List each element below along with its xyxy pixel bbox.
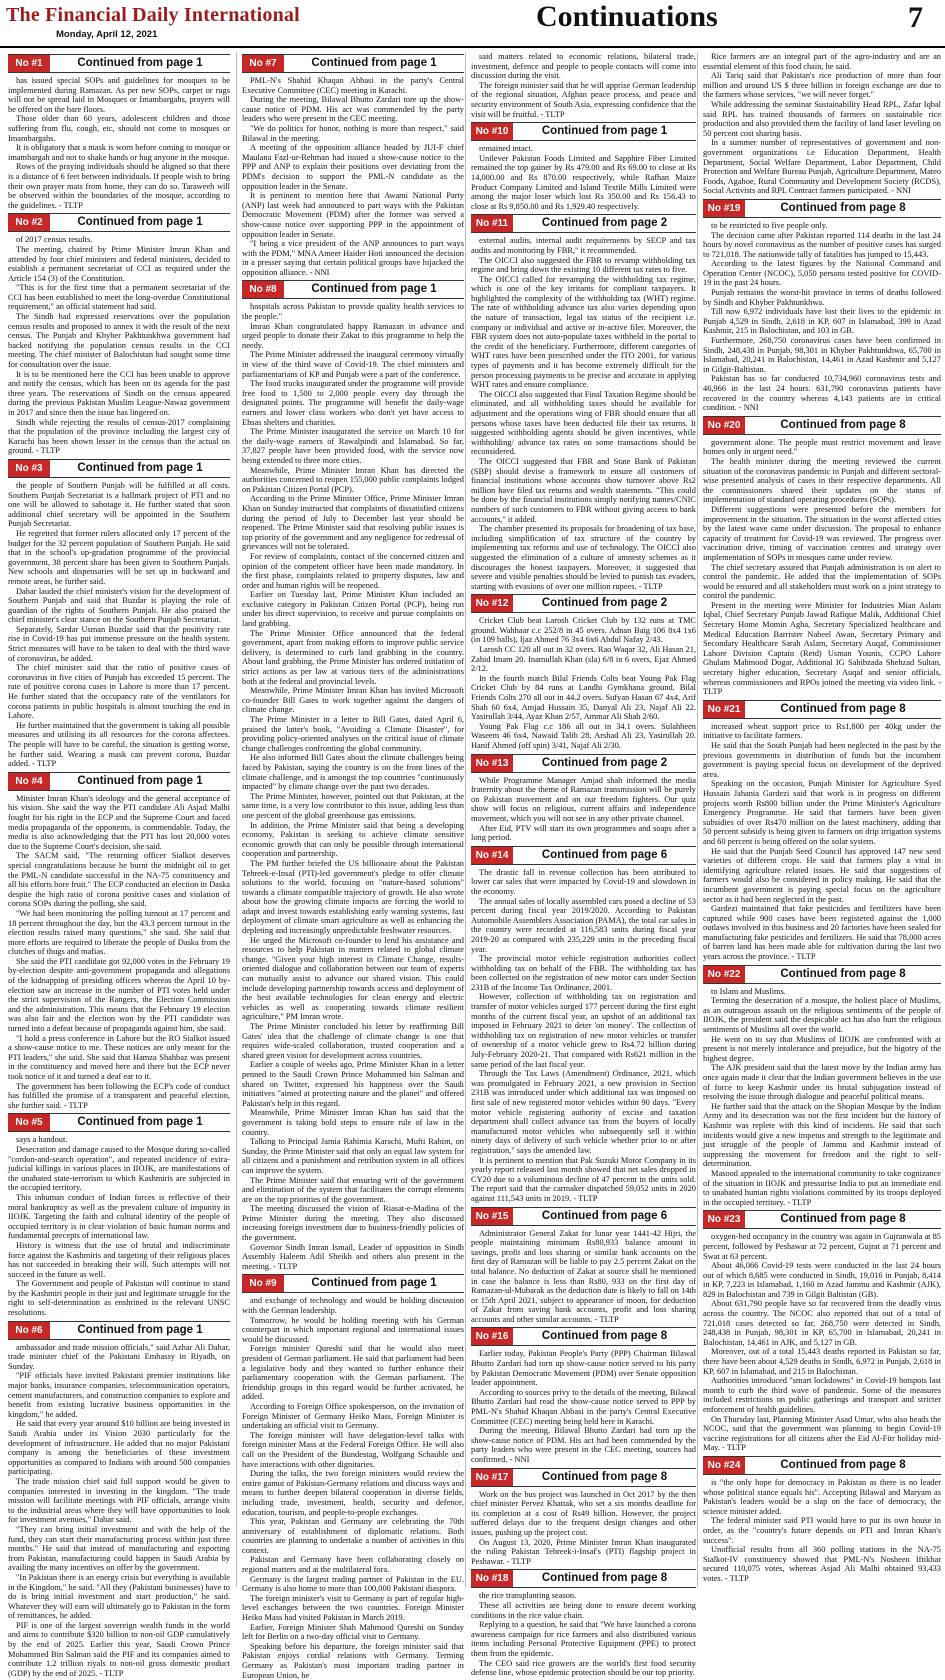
paragraph: Meanwhile, Prime Minister Imran Khan has invited Microsoft co-founder Bill Gates to work together against the dangers of climate change.: [242, 686, 464, 715]
paragraph: Foreign minister Qureshi said that he would also meet president of German parliament. He said that parliament had been a legislative body and they wanted to further enhance their parliamentary cooperation with the German parliament. The friendship groups in this regard would be further activated, he added.: [242, 1344, 464, 1402]
paragraph: History is witness that the use of brutal and indiscriminate force against the Kashmiris and targeting of their religious places has not succeeded in breaking their will. Such attempts will not succeed in the future as well.: [8, 1240, 230, 1279]
story-header: [8, 459, 230, 478]
story-body: [471, 52, 696, 119]
story: [471, 1327, 696, 1464]
paragraph: He regretted that former rulers allocated only 17 percent of the budget for the 32 percent population of Southern Punjab. He said that in the school's up-gradation programme of the provincial government, 38 percent share has been given to Southern Punjab. New schools and dispensaries will be set up in backward and remote areas, he further said.: [8, 528, 230, 586]
story: [8, 54, 230, 210]
paragraph: Tomorrow, he would be holding meeting with his German counterpart in which important regional and international issues would be discussed.: [242, 1315, 464, 1344]
paragraph: It is pertinent to mention that Pak Suzuki Motor Company in its yearly report released last month showed that net sales dropped in CY20 due to a voluminous decline of 47 percent in the units sold. The report said that the carmaker dispatched 59,052 units in 2020 against 111,543 units in 2019. - TLTP: [471, 1155, 696, 1203]
paragraph: He urged the Microsoft co-founder to lend his assistance and resources to help Pakistan in matters related to global climate change. "Given your high interest in Climate Change, results-oriented dialogue and collaboration between our team of experts can mutually assist to advance our shared vision. This could include developing partnership towards access and deployment of the best available technologies for clean energy and electric vehicles as well as cooperating towards climate resilient agriculture," PM Imran wrote.: [242, 935, 464, 1022]
story-number-badge: No #10: [471, 123, 513, 140]
story-header: [8, 54, 230, 73]
story-header: [242, 54, 464, 73]
paragraph: Terming the desecration of a mosque, the holiest place of Muslims, as an outrageous assault on the religious sentiments of the people of IIOJK, the president said the despicable act has also hurt the religious sentiments of Muslims all over the world.: [703, 996, 941, 1035]
story-continuation-title: Continued from page 1: [311, 57, 437, 69]
paragraph: On August 13, 2020, Prime Minister Imran Khan inaugurated the ruling Pakistan Tehreek-i-Insaf's (PTI) flagship project in Peshawar. - TLTP: [471, 1537, 696, 1566]
story-number-badge: No #20: [703, 417, 745, 434]
story-header: [471, 594, 696, 613]
paragraph: Pakistan and Germany have been collaborating closely on regional matters and at the multilateral fora.: [242, 1555, 464, 1575]
story-number-badge: No #12: [471, 595, 513, 612]
paragraph: Speaking on the occasion, Punjab Minister for Agriculture Syed Hussain Jahania Gardezi said that work is in progress on different projects worth Rs800 billion under the Prime Minister's Agriculture Emergency Programme. He said that farmers have been given subsidies of over Rs470 million on the latest machinery, adding that 50 percent subsidy is being given to farmers on drip irrigation systems and 60 percent is being offered on the solar system.: [703, 779, 941, 846]
paragraph: According to the latest figures by the National Command and Operation Center (NCOC), 5,050 persons tested positive for COVID-19 in the past 24 hours.: [703, 259, 941, 288]
story-number-badge: No #4: [8, 773, 50, 790]
paragraph: The OICCI called for revamping the withholding tax regime, which is one of the key irritants for compliant taxpayers. It highlighted the complexity of the withholding tax (WHT) regime. The rate of withholding advance tax also varies depending upon the nature of transaction, legal tax status of the recipient i.e. company or individual and active or in-active filer. Moreover, the FBR system does not auto-populate taxes withheld in the portal to the credit of the beneficiary. Furthermore, different categories of WHT rates have been prescribed under the ITO 2001, for various types of payments and it has become extremely difficult for the person processing payments to be precise and accurate in applying WHT rates and ensure compliance.: [471, 274, 696, 390]
paragraph: The foreign minister will have delegation-level talks with foreign minister Mass at the Federal Foreign Office. He will also call on the President of the Bundestag, Wolfgang Schauble and have interactions with other dignitaries.: [242, 1430, 464, 1469]
paragraph: Earlier today, Pakistan People's Party (PPP) Chairman Bilawal Bhutto Zardari had torn up show-cause notice served to his party by Pakistan Democratic Movement (PDM) over Senate opposition leader appointment.: [471, 1349, 696, 1388]
paragraph: The AJK president said that the latest move by the Indian army has once again made it clear that the Indian government believes in the use of force to keep Kashmir under its brutal subjugation instead of resolving the issue through dialogue and peaceful political means.: [703, 1063, 941, 1102]
story-body: [703, 221, 941, 413]
paragraph: "We do politics for honor, nothing is more than respect," said Bilawal in the meeting.: [242, 123, 464, 143]
paragraph: The Prime Minister in a letter to Bill Gates, dated April 6, praised the latter's book, "Avoiding a Climate Disaster", for providing policy-oriented analyses on the critical issue of climate change challenges confronting the global community.: [242, 715, 464, 753]
paragraph: The federal minister said PTI would have to put its own house in order, as the "country's future depends on PTI and Imran Khan's success".: [703, 1516, 941, 1545]
story-continuation-title: Continued from page 8: [780, 201, 906, 214]
paragraph: hospitals across Pakistan to provide quality health services to the people.": [242, 302, 464, 322]
story-continuation-title: Continued from page 1: [77, 1116, 203, 1129]
paragraph: The SACM said, "The returning officer Sialkot deserves special congratulations because he burnt the midnight oil to get the PML-N candidate successful in the NA-75 constituency and all his efforts bore fruit." The ECP conducted an election in Daska despite the high ratio of corona positive cases and violation of corona SOPs during the polling, she said.: [8, 851, 230, 909]
story: [471, 754, 696, 843]
paragraph: For review of complaints, contact of the concerned citizen and opinion of the competent officer have been made mandatory. In the first phase, complaints related to property disputes, law and order and human rights will be reopened.: [242, 551, 464, 590]
paragraph: On Thursday last, Planning Minister Asad Umar, who also heads the NCOC, said that the government was planning to begin Covid-19 vaccine registrations for all citizens after the Eid Al-Fitr holiday mid-May. - TLTP: [703, 1414, 941, 1453]
paragraph: says a handout.: [16, 1135, 68, 1145]
story: [471, 1207, 696, 1325]
story: [703, 1210, 941, 1453]
story: [471, 52, 696, 119]
paragraph: Rows of the praying individuals should be aligned so that there is a distance of 6 feet between individuals. If people wish to bring their own prayer mats from home, they can do so. Taraweeh will be observed within the boundaries of the mosque, according to the guidelines. - TLTP: [8, 162, 230, 210]
paragraph: and exchange of technology and would be holding discussion with the German leadership.: [242, 1296, 464, 1316]
story: [242, 1274, 464, 1680]
story: [703, 965, 941, 1208]
story-body: [703, 1232, 941, 1453]
paragraph: Unofficial results from all 360 polling stations in the NA-75 Sialkot-IV constituency showed that PML-N's Nosheen Iftikhar secured 110,075 votes, whereas Asjad Ali Malhi obtained 93,433 votes. - TLTP: [703, 1545, 941, 1583]
paragraph: "In Pakistan there is an energy crisis but everything is available in the Kingdom," he said. "All they (Pakistani businesses) have to do is bring initial investment and start production," he said. Whatever they will earn will ultimately go to Pakistan in the form of remittances, he added.: [8, 1572, 230, 1621]
paragraph: The chief minister said that the ratio of positive cases of coronavirus in five cities of Punjab has exceeded 15 percent. The rate of positive corona cases in Lahore is more than 17 percent. He further stated that the occupancy rate of the ventilators for corona patients in public hospitals is almost touching the end in Lahore.: [8, 663, 230, 721]
story-number-badge: No #18: [471, 1570, 513, 1587]
story-header: [703, 1210, 941, 1229]
paragraph: During the meeting, Bilawal Bhutto Zardari had torn up the show-cause notice of PDM. His act had been commended by the party leaders who were present in the CEC meeting, sources had confirmed. - NNI: [471, 1426, 696, 1464]
story-body: [471, 1229, 696, 1325]
story-header: [471, 214, 696, 233]
story-body: [471, 868, 696, 1204]
column-3: [465, 52, 696, 1678]
story: [8, 1113, 230, 1317]
story-number-badge: No #2: [8, 214, 50, 231]
paragraph: Sindh while rejecting the results of census-2017 complaining that the population of the province including the largest city of Karachi has been shown lesser in the census than the actual on ground. - TLTP: [8, 417, 230, 456]
paragraph: While addressing the seminar Sustainability Head RPL, Zafar Iqbal said RPL has trained thousands of farmers on sustainable rice production and also provided them the facility of land laser leveling on 50 percent cost sharing basis.: [703, 99, 941, 138]
paragraph: Earlier a couple of weeks ago, Prime Minister Khan in a letter penned to the Saudi Crown Prince Mohammed bin Salman and shared on Twitter, expressed his happiness over the Saudi initiatives "aimed at protecting nature and the planet" and offered Pakistan's help in this regard.: [242, 1060, 464, 1108]
paragraph: The decision came after Pakistan reported 114 deaths in the last 24 hours by novel coronavirus as the number of positive cases has surged to 721,018. The nationwide tally of fatalities has jumped to 15,443.: [703, 230, 941, 259]
story-number-badge: No #14: [471, 847, 513, 864]
story-header: [471, 1327, 696, 1346]
paragraph: The Prime Minister inaugurated the service on March 10 for the daily-wage earners of Rawalpindi and Islamabad. So far, 37,827 people have been provided food, with the service now being extended to three more cities.: [242, 427, 464, 465]
story-continuation-title: Continued from page 2: [541, 217, 668, 230]
story: [703, 1456, 941, 1584]
story-number-badge: No #22: [703, 966, 745, 983]
story-number-badge: No #23: [703, 1211, 745, 1228]
story-continuation-title: Continued from page 8: [780, 418, 906, 431]
paragraph: oxygen-bed occupancy in the country was again in Gujranwala at 85 percent, followed by Peshawar at 72 percent, Gujrat at 71 percent and Swat at 63 percent.: [703, 1232, 941, 1261]
newspaper-title: The Financial Daily International: [6, 4, 300, 26]
paragraph: PIF is one of the largest sovereign wealth funds in the world and aims to contribute $320 billion to non-oil GDP cumulatively by the end of 2025. Earlier this year, Saudi Crown Prince Mohammed Bin Salman said the PIF and its companies aimed to contribute 1.2 trillion riyals to non-oil gross domestic product (GDP) by the end of 2025. - TLTP: [8, 1620, 230, 1678]
story-continuation-title: Continued from page 1: [77, 461, 203, 474]
paragraph: The foreign minister's visit to Germany is part of regular high-level exchanges between the two countries. Foreign Minister Heiko Mass had visited Pakistan in March 2019.: [242, 1593, 464, 1623]
paragraph: Dahar lauded the chief minister's vision for the development of Southern Punjab and said that Buzdar is playing the role of guardian of the rights of Southern Punjab. He also praised the chief minister's clear stance on the Southern Punjab Secretariat.: [8, 586, 230, 625]
story-continuation-title: Continued from page 6: [541, 1209, 668, 1222]
story-continuation-title: Continued from page 1: [77, 57, 203, 69]
story-number-badge: No #13: [471, 755, 513, 772]
story: [8, 459, 230, 769]
story: [703, 416, 941, 697]
masthead: [0, 0, 945, 48]
column-2: [236, 52, 464, 1680]
paragraph: PML-N's Shahid Khaqan Abbasi in the party's Central Executive Committee (CEC) meeting in Karachi.: [242, 76, 464, 95]
story-body: [703, 1478, 941, 1584]
story-continuation-title: Continued from page 1: [77, 1323, 203, 1336]
paragraph: During the meeting, Bilawal Bhutto Zardari tore up the show-cause notice of PDM. His act was commended by the party leaders who were present in the CEC meeting.: [242, 95, 464, 124]
story-continuation-title: Continued from page 8: [780, 702, 906, 715]
paragraph: "This is for the first time that a permanent secretariat of the CCI has been established to meet the long-overdue Constitutional requirement," an official statement had said.: [8, 283, 230, 312]
paragraph: The PM further briefed the US billionaire about the Pakistan Tehreek-e-Insaf (PTI)-led government's pledge to offer climate solutions to the world, focusing on "nature-based solutions" towards a climate compatible trajectory of growth. He also wrote about how the growing climate impacts are forcing the world to adapt and invest towards establishing early warning systems, fast deployment of climate smart agriculture as well as enhancing the depleting and increasingly unpredictable freshwater resources.: [242, 858, 464, 936]
paragraph: He went on to say that Muslims of IIOJK are confronted with at present is not merely intolerance and prejudice, but the bigotry of the highest degree.: [703, 1034, 941, 1063]
paragraph: Separately, Sardar Usman Buzdar said that the positivity rate rise in Covid-19 has put immense pressure on the health system. Strict measures will have to be taken to deal with the third wave of coronavirus, he added.: [8, 624, 230, 663]
story-number-badge: No #1: [8, 55, 50, 72]
story-body: [242, 76, 464, 277]
paragraph: The meeting discussed the vision of Riasat-e-Madina of the Prime Minister during the meeting. They also discussed increasing foreign investment due to business-friendly policies of the government.: [242, 1204, 464, 1243]
paragraph: to be restricted to five people only.: [711, 220, 828, 230]
story-continuation-title: Continued from page 2: [541, 756, 668, 769]
story: [242, 54, 464, 277]
paragraph: "I being a vice president of the ANP announces to part ways with the PDM," MNA Ameer Haider Hoti announced the decision in a presser saying that certain political groups have hijacked the opposition alliance. - NNI: [242, 239, 464, 277]
paragraph: During the talks, the two foreign ministers would review the entire gamut of Pakistan-Germany relations and discuss ways and means to further deepen bilateral cooperation in diverse fields, including trade, investment, health, security and defence, education, tourism, and people-to-people exchanges.: [242, 1469, 464, 1517]
story-body: [242, 1296, 464, 1680]
story-continuation-title: Continued from page 2: [541, 597, 668, 610]
paragraph: According to Foreign Office spokesperson, on the invitation of Foreign Minister of Germany Heiko Mass, Foreign Minister is undertaking an official visit to Germany.: [242, 1401, 464, 1431]
paragraph: Gardezi maintained that fake pesticides and fertilizers have been captured while 900 cases have been registered against the 1,000 outlaws involved in this business and 20 factories have been sealed for manufacturing fake pesticides and fertilizers. He said that 78,000 acres of barren land has been made able for cultivation during the last two years across the province. - TLTP: [703, 904, 941, 962]
paragraph: The Prime Minister, however, pointed out that Pakistan, at the same time, is a very low contributor to this issue, adding less than one percent of the global greenhouse gas emissions.: [242, 791, 464, 820]
paragraph: These all activities are being done to ensure decent working conditions in the rice value chain.: [471, 1600, 696, 1620]
paragraph: Cricket Club beat Larosh Cricket Club by 132 runs at TMC ground. Wahhaar c.c 252/8 in 45 overs. Adnan Baig 106 8x4 1x6 (in 109 balls), Ijaz Ahmed 76 3x4 6x6 Abdul Nafay 2/43.: [471, 616, 696, 645]
story-continuation-title: Continued from page 8: [541, 1572, 668, 1585]
story-header: [471, 1569, 696, 1588]
paragraph: the rice transplanting season.: [479, 1591, 577, 1601]
paragraph: Masood appealed to the international community to take cognizance of the situation in IIOJK and pressurise India to put an immediate end to unabated human rights violations committed by its troops deployed in the occupied territory. - TLTP: [703, 1168, 941, 1207]
paragraph: The foreign minister said that he will apprise German leadership of the regional situation, Afghan peace process, and peace and security environment of South Asia, expressing confidence that the visit will be fruitful. - TLTP: [471, 80, 696, 119]
paragraph: He said that the South Punjab had been neglected in the past by the previous governments in distribution of funds but the incumbent government is paying special focus on development of the deprived area.: [703, 741, 941, 779]
paragraph: Larosh CC 120 all out in 32 overs. Rao Waqar 32, Ali Hasan 21, Zahid Imam 20. Inamullah Khan (sla) 6/8 in 6 overs, Ejaz Ahmed 2/12.: [471, 645, 696, 674]
story-continuation-title: Continued from page 1: [311, 283, 437, 296]
paragraph: According to the Prime Minister Office, Prime Minister Imran Khan on Sunday instructed that complaints of dissatisfied citizens during the period of July to December last year should be reopened. The Prime Minister said that resolving public issues is top priority of the government and any negligence for redressal of grievances will not be tolerated.: [242, 494, 464, 552]
story-continuation-title: Continued from page 8: [541, 1330, 668, 1343]
paragraph: He further said that the attack on the Shopian Mosque by the Indian Army and its desecration was not the first incident but the history of Kashmir was replete with this kind of incidents. He said that such incidents would give a new impetus and strength to the legitimate and just struggle of the people of Jammu and Kashmir instead of suppressing the movement for freedom and the right to self-determination.: [703, 1101, 941, 1169]
paragraph: He also informed Bill Gates about the climate challenges being faced by Pakistan, saying the country is on the front lines of the climate challenge, and is amongst the top countries "continuously impacted" by climate change over the past two decades.: [242, 753, 464, 792]
story-continuation-title: Continued from page 8: [780, 1213, 906, 1226]
story-body: [8, 481, 230, 769]
story-body: [8, 1135, 230, 1317]
story-continuation-title: Continued from page 8: [780, 967, 906, 980]
paragraph: The chief secretary assured that Punjab administration is on alert to control the pandemic. He added that the implementation of SOPs would be ensured and all stakeholders must work on a joint strategy to control the pandemic.: [703, 562, 941, 601]
story: [471, 594, 696, 750]
paragraph: The OICCI suggested that FBR and State Bank of Pakistan (SBP) should devise a framework to ensure all customers of financial institutions whose accounts show turnover above Rs2 million have filed tax returns and wealth statements. "This could be done by the financial institutions simply notifying names/CNIC numbers of such customers to FBR without giving access to bank accounts," it added.: [471, 456, 696, 524]
story: [8, 772, 230, 1111]
story-number-badge: No #7: [242, 55, 284, 72]
story-body: [471, 1490, 696, 1567]
story-header: [242, 1274, 464, 1293]
page-number: 7: [908, 1, 923, 34]
paragraph: In a summer number of representatives of government and non-government organizations i.e Education Department, Health Department, Social Welfare Department, Labor Department, Child Protection and Welfare Bureau Punjab, Agriculture Department, Mateo Foods, Agahoe, Rural Community and Development Society (RCDS), Social Activists and RPL Contract farmers participated. - NNI: [703, 138, 942, 196]
story-body: [471, 1591, 696, 1677]
paragraph: About 46,066 Covid-19 tests were conducted in the last 24 hours out of which 8,685 were conducted in Sindh, 19,016 in Punjab, 8,414 in KP, 7,223 in Islamabad, 1,160 in Azad Jammu and Kashmir (AJK), 829 in Balochistan and 739 in Gilgit Baltistan (GB).: [703, 1261, 941, 1299]
story-header: [471, 754, 696, 773]
paragraph: Authorities introduced "smart lockdowns" in Covid-19 hotspots last month to curb the third wave of pandemic. Some of the measures included restrictions on public gatherings and transport and stricter enforcement of health guidelines.: [703, 1376, 941, 1414]
story-continuation-title: Continued from page 1: [541, 125, 668, 138]
story-continuation-title: Continued from page 1: [77, 216, 203, 229]
paragraph: the people of Southern Punjab will be fulfilled at all costs. Southern Punjab Secretariat is a hallmark project of PTI and no one will be allowed to sabotage it. He further stated that soon additional chief secretary will be appointed in the Southern Punjab Secretariat.: [8, 480, 230, 529]
issue-date: Monday, April 12, 2021: [56, 29, 158, 40]
section-title: Continuations: [536, 0, 718, 33]
paragraph: The Government and people of Pakistan will continue to stand by the Kashmiri people in their just and legitimate struggle for the right to self-determination as enshrined in the relevant UNSC resolutions.: [8, 1279, 230, 1318]
paragraph: The CEO said rice growers are the world's first food security defense line, whose epidemic protection should be our top priority.: [471, 1658, 696, 1678]
story-body: [703, 438, 941, 697]
story-header: [471, 1207, 696, 1226]
story-body: [8, 1343, 230, 1679]
paragraph: Replying to a question, he said that "We have launched a corona awareness campaign for rice farmers and also distributed various items including Personal Protective Equipment (PPE) to protect them from the epidemic.: [471, 1620, 696, 1658]
story-continuation-title: Continued from page 1: [77, 774, 203, 787]
paragraph: "PIF officials have invited Pakistani premier institutions like major banks, insurance companies, telecommunication operators, cement manufacturers, and construction companies to explore and benefit from existing lucrative business opportunities in the kingdom," he added.: [8, 1371, 230, 1419]
story-number-badge: No #19: [703, 200, 745, 217]
story-number-badge: No #17: [471, 1469, 513, 1486]
paragraph: The chamber presented its proposals for broadening of tax base, including simplification of tax structure of the country by implementing tax reforms and use of technology. The OICCI also suggested the elimination of a culture of amnesty schemes as it discourages the honest taxpayers. Moreover, it suggested that severe and visible penalties should be levied to punish tax evaders, starting with evasions of over one million rupees. - TLTP: [471, 524, 696, 591]
story-header: [703, 416, 941, 435]
paragraph: "They can bring initial investment and with the help of the fund, they can start their manufacturing process within just three months." He said that instead of manufacturing and exporting from Pakistan, manufacturing could happen in Saudi Arabia by availing the many incentives on offer by the government.: [8, 1524, 230, 1573]
story: [8, 1321, 230, 1679]
story-body: [8, 235, 230, 456]
story-body: [703, 987, 941, 1208]
paragraph: The OICCI also suggested that Final Taxation Regime should be eliminated, and all withholding taxes should be available for adjustment and the operations wing of FBR should ensure that all persons whose taxes have been deducted file their tax returns. It suggested withholding agents should be given incentives, while withholding/ advance tax rates on some transactions should be reconsidered.: [471, 389, 696, 457]
story-body: [242, 302, 464, 1271]
paragraph: "We had been monitoring the polling turnout at 17 percent and 18 percent throughout the day, but the 43.3 percent turnout in the election results raised many questions," she said. She said that more efforts are required to liberate the people of Daska from the clutches of thugs and mafias.: [8, 908, 230, 957]
story: [703, 700, 941, 962]
paragraph: The annual sales of locally assembled cars posed a decline of 53 percent during fiscal year 2019/2020. According to Pakistan Automobile Assemblers Association (PAMA), the total car sales in the country were recorded at 116,583 units during fiscal year 2019-20 as compared with 235,229 units in the preceding fiscal year.: [471, 896, 696, 954]
story-header: [471, 122, 696, 141]
paragraph: Meanwhile, Prime Minister Imran Khan has directed the authorities concerned to reopen 155,000 public complaints lodged on Pakistan Citizen Portal (PCP).: [242, 465, 464, 494]
paragraph: has issued special SOPs and guidelines for mosques to be implemented during Ramazan. As per new SOPs, carpet or rugs will not be spread laid in Mosques or Imambargahs, prayers will be offered on the bare floors.: [8, 76, 230, 114]
story-body: [471, 616, 696, 750]
paragraph: The meeting, chaired by Prime Minister Imran Khan and attended by four chief ministers and federal ministers, decided to establish a permanent secretariat of CCI as required under the Article 154 (3) of the Constitution.: [8, 244, 230, 283]
paragraph: About 631,790 people have so far recovered from the deadly virus across the country. The NCOC also reported that out of a total of 721,018 cases detected so far, 268,750 were detected in Sindh, 248,438 in Punjab, 98,301 in KP, 65,700 in Islamabad, 20,241 in Balochistan, 14,461 in AJK, and 5,127 in GB.: [703, 1299, 941, 1347]
story-number-badge: No #8: [242, 281, 284, 298]
paragraph: The food trucks inaugurated under the programme will provide free food to 1,500 to 2,000 people every day through the designated points. The programme will benefit the daily-wage earners and lower class workers who don't yet have access to Ehsas shelters and charities.: [242, 379, 464, 427]
paragraph: Present in the meeting were Minister for Industries Mian Aslam Iqbal, Chief Secretary Punjab Jawad Rafique Malik, Additional Chief Secretary Home Momin Agha, Secretary Specialized healthcare and Medical Education Barrister Nabeel Awan, Secretary Primary and Secondary Healthcare Sarah Aslam, Secretary Auqaf, Commissioner Lahore Division Captain (Retd) Usman Younis, CCPO Lahore Ghulam Mahmood Dogar, Additional IG Sahibzada Shehzad Sultan, secretary higher education, Secretary Auqaf and senior officials, whereas commissioners and RPOs joined the meeting via video link. - TLTP: [703, 600, 941, 697]
columns-area: [0, 52, 945, 1680]
paragraph: Administrator General Zakat for lunar year 1441-42 Hijri, the people maintaining minimum Rs80,933 balance amount in savings, profit and loss sharing or similar bank accounts on the first day of Ramazan will be liable to pay 2.5 percent Zakat on the total balance. No deduction of Zakat at source shall be mentioned in case the balance is less than Rs80, 933 on the first day of Ramazan-ul-Mubarak as the deduction date is likely to fall on 14th or 15th April 2021, subject to appearance of moon, for deduction of Zakat from saving bank accounts, profit and loss sharing accounts and other similar accounts. - TLTP: [471, 1228, 696, 1324]
paragraph: Governor Sindh Imran Ismail, Leader of opposition in Sindh Assembly Haleem Adil Sheikh and others also present in the meeting. - TLTP: [242, 1242, 464, 1271]
paragraph: Meanwhile, Prime Minister Imran Khan has said that the government is taking bold steps to ensure rule of law in the country.: [242, 1108, 464, 1137]
story-number-badge: No #21: [703, 701, 745, 718]
paragraph: He further maintained that the government is taking all possible measures and utilising its all resources for the corona affectees. The people will have to be careful, the situation is getting worse, he further said. Wearing a mask can prevent corona, Buzdar added. - TLTP: [8, 720, 230, 769]
paragraph: The Prime Minister Office announced that the federal government, apart from making efforts to improve public service delivery, is determined to curb land grabbing in the country. About land grabbing, the Prime Minister has ordered initiation of strict actions as per law at various tiers of the administrations both at the federal and provincial levels.: [242, 628, 464, 686]
story-header: [8, 772, 230, 791]
paragraph: Till now 6,972 individuals have lost their lives to the epidemic in Punjab 4,529 in Sindh, 2,618 in KP, 607 in Islamabad, 399 in Azad Kashmir, 215 in Balochistan, and 103 in GB.: [703, 307, 941, 336]
story-header: [703, 1456, 941, 1475]
story-body: [8, 794, 230, 1111]
story-number-badge: No #3: [8, 460, 50, 477]
story-number-badge: No #5: [8, 1114, 50, 1131]
paragraph: said matters related to economic relations, bilateral trade, investment, defence and people to people contacts will come into discussion during the visit.: [471, 52, 696, 81]
paragraph: A meeting of the opposition alliance headed by JUI-F chief Maulana Fazl-ur-Rehman had issued a show-cause notice to the PPP and ANP to explain their positions over deviating from the PDM's decision to support the PML-N candidate as the opposition leader in the Senate.: [242, 143, 464, 191]
story-header: [8, 1321, 230, 1340]
column-1: [8, 52, 230, 1678]
paragraph: He said that every year around $10 billion are being invested in Saudi Arabia under its Vision 2030 particularly for the development of infrastructure. He added that no major Pakistani company is among the beneficiaries of these investment opportunities as compared to Indians with around 500 companies participating.: [8, 1419, 230, 1477]
story-header: [471, 1468, 696, 1487]
paragraph: Those older than 60 years, adolescent children and those suffering from flu, cough, etc, should not come to mosques or Imambargahs.: [8, 114, 230, 143]
paragraph: Rice farmers are an integral part of the agro-industry and are an essential element of this food chain, he said.: [703, 52, 941, 71]
story-header: [703, 965, 941, 984]
paragraph: In addition, the Prime Minister said that being a developing economy, Pakistan is seeking to achieve climate sensitive economic growth that can only be possible through international cooperation and partnership.: [242, 820, 464, 859]
story: [471, 1569, 696, 1677]
story-body: [8, 76, 230, 210]
story: [703, 52, 941, 196]
paragraph: Speaking before his departure, the foreign minister said that Pakistan enjoys cordial relations with Germany. Terming Germany as Pakistan's most important trading partner in European Union, he: [242, 1641, 464, 1680]
paragraph: remained intact.: [479, 144, 533, 154]
story-continuation-title: Continued from page 6: [541, 848, 668, 861]
story: [242, 280, 464, 1271]
story-continuation-title: Continued from page 1: [311, 1277, 437, 1290]
paragraph: Minister Imran Khan's ideology and the general acceptance of his vision. She said the way the PTI candidate Ali Asjad Malhi fought for his right in the ECP and the Supreme Court and faced media propaganda of the opponents, is commendable. Today, the media is also acknowledging that the PTI has lost 20,000 votes due to the Supreme Court's decision, she said.: [8, 793, 230, 851]
paragraph: She said the PTI candidate got 92,000 votes in the February 19 by-election despite anti-government propaganda and allegations of the kidnapping of presiding officers whereas the April 10 by-election saw an increase in the number of PTI votes held under the strict supervision of the Rangers, the Election Commission and the administration. This means that the February 19 election was also fair and the election won by the PTI candidate was turned into a defeat because of propaganda against him, she said.: [8, 956, 230, 1034]
paragraph: After Eid, PTV will start its own programmes and soaps after a long period.: [471, 823, 696, 843]
paragraph: of 2017 census results.: [16, 235, 93, 245]
paragraph: Germany is the largest trading partner of Pakistan in the EU. Germany is also home to more than 100,000 Pakistani diaspora.: [242, 1574, 464, 1594]
story-number-badge: No #11: [471, 215, 513, 232]
story-body: [471, 236, 696, 591]
paragraph: The government has been following the ECP's code of conduct has fulfilled the promise of a transparent and peaceful election, she further said. - TLTP: [8, 1081, 230, 1110]
paragraph: Earlier, Foreign Minister Shah Mahmood Qureshi on Sunday left for Berlin on a two-day official visit to Germany.: [242, 1622, 464, 1642]
paragraph: Work on the bus project was launched in Oct 2017 by the then chief minister Pervez Khattak, who set a six months deadline for its completion at a cost of Rs49 billion. However, the project suffered delays due to the frequent design changes and other issues, pushing up the project cost.: [471, 1489, 696, 1537]
paragraph: The Sindh had expressed reservations over the population census results and proposed to annex it with the result of the next census. The Punjab and Khyber Pakhtunkhwa government had backed notifying the population census results in the CCI meeting. The chief minister of Balochistan had sought some time for consultation over the issue.: [8, 312, 230, 370]
story: [471, 214, 696, 591]
story-header: [242, 280, 464, 299]
paragraph: is "the only hope for democracy in Pakistan as there is no leader whose political stance equals his". Accepting Bilawal and Maryam as Pakistan's leaders would be a slap on the face of democracy, the science minister added.: [703, 1477, 941, 1516]
story-header: [471, 846, 696, 865]
story-number-badge: No #24: [703, 1457, 745, 1474]
paragraph: The Prime Minister addressed the inaugural ceremony virtually in view of the third wave of Covid-19. The chief ministers and parliamentarians of KP and Punjab were a part of the conference.: [242, 350, 464, 379]
paragraph: The OICCI also suggested the FBR to revamp withholding tax regime and bring down the existing 10 different tax rates to five.: [471, 255, 696, 275]
story-continuation-title: Continued from page 8: [541, 1470, 668, 1483]
paragraph: According to sources privy to the details of the meeting, Bilawal Bhutto Zardari had read the show-cause notice served to PPP by PML-N's Shahid Khaqan Abbasi in the party's Central Executive Committee (CEC) meeting being held here in Karachi.: [471, 1387, 696, 1426]
story-number-badge: No #16: [471, 1328, 513, 1345]
column-4: [697, 52, 941, 1587]
story: [471, 846, 696, 1204]
paragraph: While Programme Manager Amjad shah informed the media fraternity about the theme of Ramazan transmission will be purely on Pakistan movement and on our freedom fighters. Our quiz show will focus on religious, current affairs and independence movement, which you will not see in any other private channel.: [471, 775, 696, 823]
paragraph: Ali Tariq said that Pakistan's rice production of more than four million and around US $ three billion in foreign exchange are due to the farmers whose services, "we will never forget.": [703, 71, 941, 100]
story-continuation-title: Continued from page 8: [780, 1458, 906, 1471]
paragraph: It is to be mentioned here the CCI has been unable to approve and notify the census, which has been on its agenda for the past three years. The reservations of Sindh on the census appeared during the previous Pakistan Muslim League-Nawaz government in 2017 and since then the issue has lingered on.: [8, 369, 230, 417]
story-body: [471, 1349, 696, 1464]
paragraph: Moreover, out of a total 15,443 deaths reported in Pakistan so far, there have been about 4,529 deaths in Sindh, 6,972 in Punjab, 2,618 in KP, 607 in Islamabad, and 215 in Balochistan.: [703, 1347, 941, 1376]
story-body: [703, 722, 941, 962]
paragraph: Through the Tax Laws (Amendment) Ordinance, 2021, which was promulgated in February 2021, a new provision in Section 231B was introduced under which additional tax was imposed on first sale of new registered motor vehicles within 90 days. "Every motor vehicle registering authority of excise and taxation department shall collect advance tax from the buyers of locally manufactured motor vehicles who subsequently sell it within ninety days of delivery of such vehicle whether prior to or after registration," says the amended law.: [471, 1069, 696, 1155]
paragraph: The Prime Minister said that ensuring writ of the government and elimination of the system that facilitates the corrupt elements are on the top priorities of the government.: [242, 1175, 464, 1204]
paragraph: ambassador and trade mission officials," said Azhar Ali Dahar, trade minister chief of the Pakistani Embassy in Riyadh, on Sunday.: [8, 1342, 230, 1371]
story-body: [703, 52, 941, 196]
paragraph: The drastic fall in revenue collection has been attributed to lower car sales that were impacted by Covid-19 and slowdown in the economy.: [471, 867, 696, 896]
paragraph: The Prime Minister concluded his letter by reaffirming Bill Gates' idea that the challenge of climate change is one that requires wide-scaled collaboration, trusted cooperation and a shared green vision for development across countries.: [242, 1022, 464, 1060]
story: [471, 122, 696, 211]
paragraph: The provincial motor vehicle registration authorities collect withholding tax on behalf of the FBR. The withholding tax has been collected on the registration of new motor cars under Section 231B of the Income Tax Ordinance, 2001.: [471, 954, 696, 992]
paragraph: Punjab remains the worst-hit province in terms of deaths followed by Sindh and Khyber Pakhtunkhwa.: [703, 288, 941, 307]
paragraph: external audits, internal audit requirements by SECP and tax audits and monitoring by FBR," it recommended.: [471, 236, 696, 255]
paragraph: Talking to Principal Jamia Rahimia Karachi, Mufti Rahim, on Sunday, the Prime Minister said that only an equal law system for all citizens and a punishment and retribution system in all offices can improve the system.: [242, 1137, 464, 1175]
paragraph: It is pertinent to mention here that Awami National Party (ANP) last week had announced to part ways with the Pakistan Democratic Movement (PDM) after the former was served a show-cause notice over supporting PPP in the appointment of opposition leader in Senate.: [242, 191, 464, 239]
paragraph: government alone. The people must restrict movement and leave homes only in urgent need.": [703, 437, 941, 457]
paragraph: This inhuman conduct of Indian forces is reflective of their moral bankruptcy as well as the prevalent culture of impunity in IIOJK. Targeting the faith and cultural identity of the people of occupied territory is in clear violation of basic human norms and fundamental precepts of international law.: [8, 1192, 230, 1241]
paragraph: Furthermore, 268,750 coronavirus cases have been confirmed in Sindh, 248,438 in Punjab, 98,301 in Khyber Pakhtunkhwa, 65,700 in Islamabad, 20,241 in Balochistan, 14,461 in Azad Kashmir and 5,127 in Gilgit-Baltistan.: [703, 336, 941, 374]
paragraph: This year, Pakistan and Germany are celebrating the 70th anniversary of establishment of diplomatic relations. Both countries are planning to undertake a number of activities in this context.: [242, 1517, 464, 1555]
paragraph: Imran Khan congratulated happy Ramazan in advance and urged people to donate their Zakat to this programme to help the needy.: [242, 321, 464, 350]
paragraph: Earlier on Tuesday last, Prime Minister Khan included an exclusive category in Pakistan Citizen Portal (PCP), being run under his direct supervision, to receive and pursue complaints on land grabbing.: [242, 590, 464, 629]
story-header: [703, 199, 941, 218]
story: [8, 213, 230, 456]
paragraph: "I hold a press conference in Lahore but the RO Sialkot issued a show-cause notice to me. These notices are only meant for the PTI leaders," she said. She said that Hamza Shahbaz was present in the constituency and moved here and there but the ECP never took notice of it and turned a deaf ear to it.: [8, 1033, 230, 1081]
paragraph: increased wheat support price to Rs1,800 per 40kg under the initiative to facilitate farmers.: [703, 721, 941, 741]
story-number-badge: No #9: [242, 1275, 284, 1292]
story-header: [703, 700, 941, 719]
paragraph: The health minister during the meeting reviewed the current situation of the coronavirus pandemic in Punjab and different sectoral-wise presented analysis of cases in their respective departments. All the commissioners shared their updates on the status of implementation of standard operating procedures (SOPs).: [703, 456, 941, 505]
story-header: [8, 1113, 230, 1132]
paragraph: Desecration and damage caused to the Mosque during so-called "cordon-and-search operation", and repeated incidence of extra-judicial killings in various places in IIOJK, are manifestations of the unabated state-terrorism to which Kashmiris are subjected in the occupied territory.: [8, 1144, 230, 1193]
paragraph: It is obligatory that a mask is worn before coming to mosque or imambargah and not to shake hands or hug anyone in the mosque.: [8, 143, 230, 162]
story-number-badge: No #15: [471, 1208, 513, 1225]
paragraph: Young Pak Flag c.c 186 all out in 34.1 overs. Sulahheen Waseem 46 6x4, Nawaid Talib 28, Arshad Ali 23, Yasirullah 20. Hanif Ahmed (off spin) 3/41, Najaf Ali 2/30.: [471, 721, 696, 750]
story-body: [471, 144, 696, 211]
paragraph: Different suggestions were presented before the members for improvement in the situation. The situation in the worst affected cities by the latest wave came under discussion. The proposal to enhance capacity of treatment for Covid-19 was reviewed. The progress over vaccination drive, timing of vaccination centres and strategy over implementation of SOPs in mosques came under review.: [703, 504, 941, 562]
paragraph: Pakistan has so far conducted 10,734,960 coronavirus tests and 46,966 in the last 24 hours. 631,790 coronavirus patients have recovered in the country whereas 4,143 patients are in critical condition. - NNI: [703, 374, 941, 413]
story: [471, 1468, 696, 1567]
paragraph: In the fourth match Bilal Friends Colts beat Young Pak Flag Cricket Club by 84 runs at Landhi Gymkhana ground. Bilal Friends Colts 270 all out in 44.2 overs. Sufyan Hasan 67 4x4, Arif Shah 60 6x4, Amjad Hussain 35, Danyal Ali 23, Najaf Ali 22. Yasirullah 3/44, Ayaz Khan 2/57, Ammar Ali Shah 2/60.: [471, 673, 696, 722]
paragraph: He said that the Punjab Seed Council has approved 147 new seed varieties of different crops. He said that farmers play a vital in identifying agriculture related issues. He said that suggestions of farmers would also be considered in policy making. He said that the incumbent government is paying special focus on the agriculture sector as it had been neglected in the past.: [703, 846, 941, 904]
story: [703, 199, 941, 413]
paragraph: The trade mission chief said full support would be given to companies interested in investing in the kingdom. "The trade mission will facilitate meetings with PIF officials, arrange visits to the industrial areas where they will have opportunities to look for investment avenues," Dahar said.: [8, 1476, 230, 1525]
paragraph: Unilever Pakistan Foods Limited and Sapphire Fiber Limited remained the top gainer by Rs 479.00 and Rs 69.00 to close at Rs 14,000.00 and Rs 870.00 respectively, while Rafhan Maize Product Company Limited and Island Textile Mills Limited were among the major loser which lost Rs 350.00 and Rs 156.43 to close at Rs 9,850.00 and Rs 1,929.40 respectively.: [471, 153, 696, 211]
paragraph: However, collection of withholding tax on registration and transfer of motor vehicles surged 177 percent during the first eight months of the current fiscal year, an upshot of an additional tax imposed in February 2021 to deter 'on money'. The collection of withholding tax on registration of new motor vehicles or transfer of ownership of a motor vehicle grew to Rs4.72 billion during July-February 2020-21. That compared with Rs621 million in the same period of the last fiscal year.: [471, 992, 696, 1069]
story-number-badge: No #6: [8, 1322, 50, 1339]
story-body: [471, 776, 696, 843]
paragraph: to Islam and Muslims.: [711, 986, 786, 996]
story-header: [8, 213, 230, 232]
